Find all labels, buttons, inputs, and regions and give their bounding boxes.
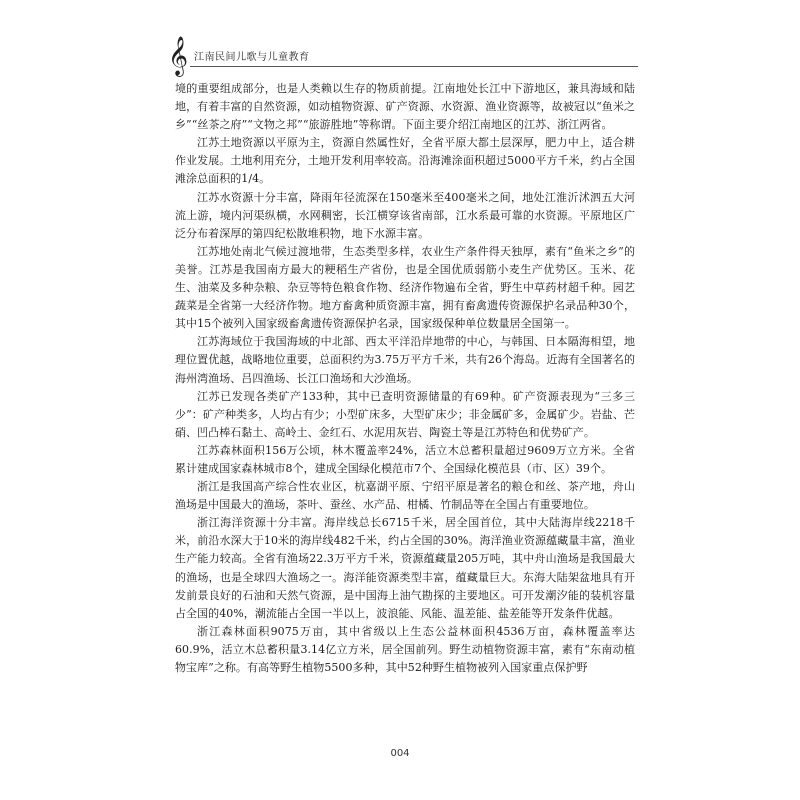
paragraph: 浙江森林面积9075万亩，其中省级以上生态公益林面积4536万亩，森林覆盖率达60.9%，活立木总蓄积量3.14亿立方米，居全国前列。野生动植物资源丰富，素有“东南动植物宝库”之称。有高等野生植物5500多种，其中52种野生植物被列入国家重点保护野 xyxy=(175,624,635,674)
paragraph: 江苏土地资源以平原为主，资源自然属性好，全省平原大都土层深厚，肥力中上，适合耕作业发展。土地利用充分，土地开发利用率较高。沿海滩涂面积超过5000平方千米，约占全国滩涂总面积的1/4。 xyxy=(175,136,635,186)
paragraph: 江苏已发现各类矿产133种，其中已查明资源储量的有69种。矿产资源表现为“三多三少”：矿产种类多，人均占有少；小型矿床多，大型矿床少；非金属矿多，金属矿少。岩盐、芒硝、凹凸棒石黏土、高岭土、金红石、水泥用灰岩、陶瓷土等是江苏特色和优势矿产。 xyxy=(175,389,635,439)
paragraph: 江苏地处南北气候过渡地带，生态类型多样，农业生产条件得天独厚，素有“鱼米之乡”的美誉。江苏是我国南方最大的粳稻生产省份，也是全国优质弱筋小麦生产优势区。玉米、花生、油菜及多种杂粮、杂豆等特色粮食作物、经济作物遍布全省，野生中草药材超千种。园艺蔬菜是全省第一大经济作物。地方畜禽种质资源丰富，拥有畜禽遗传资源保护名录品种30个，其中15个被列入国家级畜禽遗传资源保护名录，国家级保种单位数量居全国第一。 xyxy=(175,244,635,331)
body-text xyxy=(175,80,635,677)
treble-clef-icon: 𝄞 xyxy=(168,36,189,76)
running-header xyxy=(168,36,638,76)
paragraph: 江苏森林面积156万公顷，林木覆盖率24%，活立木总蓄积量超过9609万立方米。全省累计建成国家森林城市8个，建成全国绿化模范市7个、全国绿化模范县（市、区）39个。 xyxy=(175,443,635,475)
paragraph: 浙江是我国高产综合性农业区，杭嘉湖平原、宁绍平原是著名的粮仓和丝、茶产地，舟山渔场是中国最大的渔场，茶叶、蚕丝、水产品、柑橘、竹制品等在全国占有重要地位。 xyxy=(175,480,635,512)
page-number: 004 xyxy=(390,748,410,759)
paragraph: 江苏海域位于我国海域的中北部、西太平洋沿岸地带的中心，与韩国、日本隔海相望，地理位置优越，战略地位重要，总面积约为3.75万平方千米，共有26个海岛。近海有全国著名的海州湾渔场、吕四渔场、长江口渔场和大沙渔场。 xyxy=(175,335,635,385)
book-title: 江南民间儿歌与儿童教育 xyxy=(194,52,310,63)
paragraph: 境的重要组成部分，也是人类赖以生存的物质前提。江南地处长江中下游地区，兼具海域和陆地，有着丰富的自然资源，如动植物资源、矿产资源、水资源、渔业资源等，故被冠以“鱼米之乡”“丝茶之府”“文物之邦”“旅游胜地”等称谓。下面主要介绍江南地区的江苏、浙江两省。 xyxy=(175,82,635,132)
paragraph: 浙江海洋资源十分丰富。海岸线总长6715千米，居全国首位，其中大陆海岸线2218千米，前沿水深大于10米的海岸线482千米，约占全国的30%。海洋渔业资源蕴藏量丰富，渔业生产能力较高。全省有渔场22.3万平方千米，资源蕴藏量205万吨，其中舟山渔场是我国最大的渔场，也是全球四大渔场之一。海洋能资源类型丰富，蕴藏量巨大。东海大陆架盆地具有开发前景良好的石油和天然气资源，是中国海上油气勘探的主要地区。可开发潮汐能的装机容量占全国的40%，潮流能占全国一半以上，波浪能、风能、温差能、盐差能等开发条件优越。 xyxy=(175,516,635,620)
paragraph: 江苏水资源十分丰富，降雨年径流深在150毫米至400毫米之间，地处江淮沂沭泗五大河流上游，境内河渠纵横，水网稠密，长江横穿该省南部，江水系最可靠的水资源。平原地区广泛分布着深厚的第四纪松散堆积物，地下水源丰富。 xyxy=(175,190,635,240)
header-rule xyxy=(190,66,638,67)
